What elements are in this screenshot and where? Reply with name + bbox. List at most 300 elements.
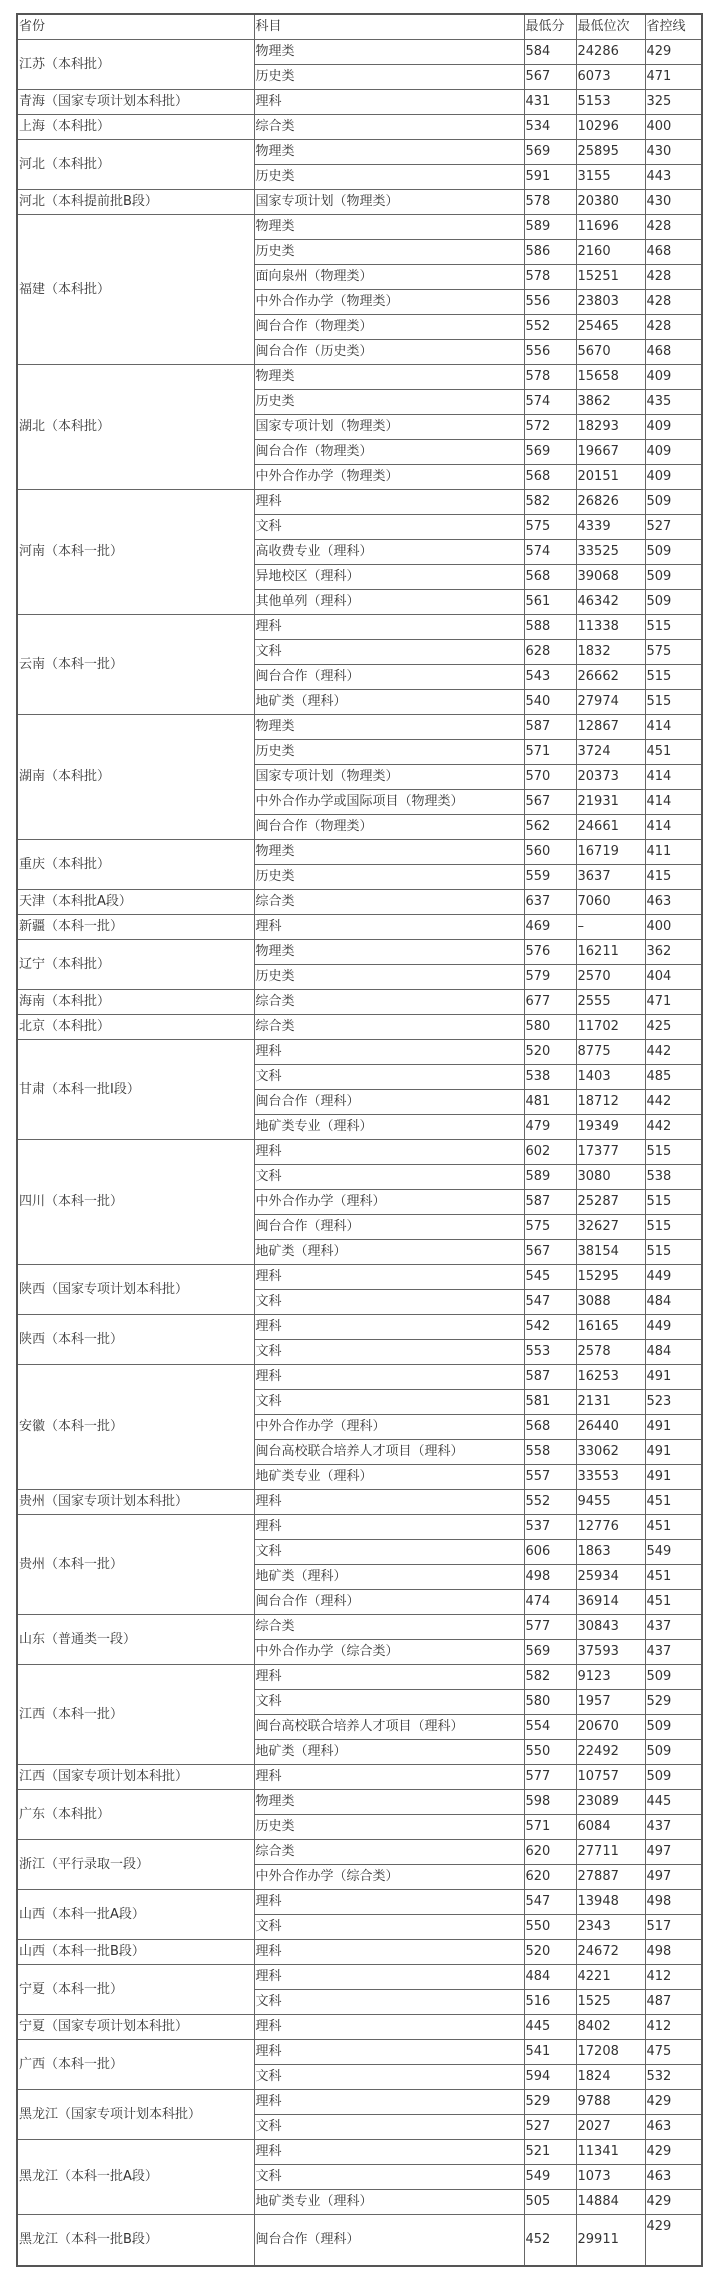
control-line-cell: 400 — [645, 915, 702, 940]
min-score-cell: 574 — [524, 540, 576, 565]
subject-cell: 综合类 — [254, 1615, 524, 1640]
min-score-cell: 582 — [524, 490, 576, 515]
subject-cell: 闽台高校联合培养人才项目（理科） — [254, 1715, 524, 1740]
province-cell: 黑龙江（国家专项计划本科批） — [17, 2090, 254, 2140]
min-rank-cell: 4221 — [576, 1965, 645, 1990]
subject-cell: 物理类 — [254, 40, 524, 65]
control-line-cell: 409 — [645, 365, 702, 390]
control-line-cell: 509 — [645, 1765, 702, 1790]
min-score-cell: 578 — [524, 190, 576, 215]
table-row — [17, 1365, 702, 1390]
control-line-cell: 515 — [645, 1190, 702, 1215]
min-rank-cell: 16253 — [576, 1365, 645, 1390]
subject-cell: 文科 — [254, 1165, 524, 1190]
control-line-cell: 442 — [645, 1090, 702, 1115]
control-line-cell: 487 — [645, 1990, 702, 2015]
subject-cell: 理科 — [254, 490, 524, 515]
control-line-cell: 429 — [645, 2090, 702, 2115]
subject-cell: 文科 — [254, 1990, 524, 2015]
min-score-cell: 578 — [524, 265, 576, 290]
min-rank-cell: 10296 — [576, 115, 645, 140]
min-rank-cell: 4339 — [576, 515, 645, 540]
control-line-cell: 509 — [645, 565, 702, 590]
table-row — [17, 140, 702, 165]
province-cell: 广西（本科一批） — [17, 2040, 254, 2090]
min-rank-cell: 5670 — [576, 340, 645, 365]
min-rank-cell: 25895 — [576, 140, 645, 165]
table-row — [17, 2040, 702, 2065]
control-line-cell: 515 — [645, 665, 702, 690]
table-row — [17, 1890, 702, 1915]
control-line-cell: 437 — [645, 1615, 702, 1640]
table-row — [17, 990, 702, 1015]
min-score-cell: 537 — [524, 1515, 576, 1540]
min-rank-cell: 25934 — [576, 1565, 645, 1590]
min-score-cell: 557 — [524, 1465, 576, 1490]
control-line-cell: 538 — [645, 1165, 702, 1190]
min-score-cell: 541 — [524, 2040, 576, 2065]
table-row — [17, 915, 702, 940]
table-header-row — [17, 14, 702, 40]
min-rank-cell: 15658 — [576, 365, 645, 390]
subject-cell: 闽台合作（理科） — [254, 665, 524, 690]
min-rank-cell: 11338 — [576, 615, 645, 640]
control-line-cell: 425 — [645, 1015, 702, 1040]
table-row — [17, 1490, 702, 1515]
province-cell: 上海（本科批） — [17, 115, 254, 140]
control-line-cell: 484 — [645, 1290, 702, 1315]
min-rank-cell: 16719 — [576, 840, 645, 865]
min-score-cell: 469 — [524, 915, 576, 940]
subject-cell: 闽台合作（理科） — [254, 1590, 524, 1615]
min-score-cell: 558 — [524, 1440, 576, 1465]
control-line-cell: 509 — [645, 590, 702, 615]
control-line-cell: 484 — [645, 1340, 702, 1365]
min-rank-cell: 17377 — [576, 1140, 645, 1165]
min-rank-cell: 23803 — [576, 290, 645, 315]
min-rank-cell: 6073 — [576, 65, 645, 90]
min-rank-cell: 10757 — [576, 1765, 645, 1790]
min-rank-cell: 39068 — [576, 565, 645, 590]
table-row — [17, 490, 702, 515]
min-score-cell: 586 — [524, 240, 576, 265]
min-score-cell: 637 — [524, 890, 576, 915]
min-rank-cell: 19349 — [576, 1115, 645, 1140]
subject-cell: 理科 — [254, 915, 524, 940]
min-score-cell: 589 — [524, 1165, 576, 1190]
min-rank-cell: 33553 — [576, 1465, 645, 1490]
min-score-cell: 553 — [524, 1340, 576, 1365]
min-score-cell: 542 — [524, 1315, 576, 1340]
subject-cell: 国家专项计划（物理类） — [254, 415, 524, 440]
min-rank-cell: 24661 — [576, 815, 645, 840]
subject-cell: 地矿类（理科） — [254, 1565, 524, 1590]
control-line-cell: 517 — [645, 1915, 702, 1940]
min-rank-cell: 16211 — [576, 940, 645, 965]
min-score-cell: 567 — [524, 65, 576, 90]
min-score-cell: 574 — [524, 390, 576, 415]
subject-cell: 文科 — [254, 1540, 524, 1565]
min-rank-cell: 23089 — [576, 1790, 645, 1815]
subject-cell: 理科 — [254, 1040, 524, 1065]
control-line-cell: 515 — [645, 1140, 702, 1165]
subject-cell: 理科 — [254, 2140, 524, 2165]
subject-cell: 文科 — [254, 1390, 524, 1415]
province-cell: 河北（本科批） — [17, 140, 254, 190]
subject-cell: 理科 — [254, 1490, 524, 1515]
min-score-cell: 527 — [524, 2115, 576, 2140]
min-score-cell: 547 — [524, 1890, 576, 1915]
subject-cell: 地矿类专业（理科） — [254, 1465, 524, 1490]
control-line-cell: 509 — [645, 540, 702, 565]
min-rank-cell: 14884 — [576, 2190, 645, 2215]
min-score-cell: 581 — [524, 1390, 576, 1415]
subject-cell: 综合类 — [254, 115, 524, 140]
control-line-cell: 509 — [645, 1715, 702, 1740]
province-cell: 陕西（本科一批） — [17, 1315, 254, 1365]
control-line-cell: 549 — [645, 1540, 702, 1565]
province-cell: 山西（本科一批A段） — [17, 1890, 254, 1940]
subject-cell: 理科 — [254, 2040, 524, 2065]
control-line-cell: 491 — [645, 1440, 702, 1465]
table-row — [17, 1040, 702, 1065]
subject-cell: 闽台高校联合培养人才项目（理科） — [254, 1440, 524, 1465]
min-rank-cell: 12776 — [576, 1515, 645, 1540]
control-line-cell: 414 — [645, 715, 702, 740]
subject-cell: 文科 — [254, 2115, 524, 2140]
province-cell: 四川（本科一批） — [17, 1140, 254, 1265]
min-rank-cell: 17208 — [576, 2040, 645, 2065]
subject-cell: 物理类 — [254, 365, 524, 390]
subject-cell: 中外合作办学（综合类） — [254, 1865, 524, 1890]
table-row — [17, 90, 702, 115]
min-rank-cell: 18712 — [576, 1090, 645, 1115]
min-score-cell: 561 — [524, 590, 576, 615]
control-line-cell: 463 — [645, 2165, 702, 2190]
province-cell: 安徽（本科一批） — [17, 1365, 254, 1490]
min-rank-cell: 26826 — [576, 490, 645, 515]
min-rank-cell: 3724 — [576, 740, 645, 765]
table-row — [17, 115, 702, 140]
subject-cell: 面向泉州（物理类） — [254, 265, 524, 290]
subject-cell: 中外合作办学（物理类） — [254, 465, 524, 490]
subject-cell: 物理类 — [254, 1790, 524, 1815]
min-rank-cell: 19667 — [576, 440, 645, 465]
min-rank-cell: 32627 — [576, 1215, 645, 1240]
min-score-cell: 606 — [524, 1540, 576, 1565]
min-rank-cell: 2343 — [576, 1915, 645, 1940]
control-line-cell: 497 — [645, 1865, 702, 1890]
min-rank-cell: 3088 — [576, 1290, 645, 1315]
min-rank-cell: 11696 — [576, 215, 645, 240]
province-cell: 北京（本科批） — [17, 1015, 254, 1040]
control-line-cell: 475 — [645, 2040, 702, 2065]
subject-cell: 地矿类专业（理科） — [254, 1115, 524, 1140]
province-cell: 云南（本科一批） — [17, 615, 254, 715]
control-line-cell: 429 — [645, 2190, 702, 2215]
min-rank-cell: 25287 — [576, 1190, 645, 1215]
subject-cell: 文科 — [254, 1340, 524, 1365]
control-line-cell: 428 — [645, 315, 702, 340]
min-rank-cell: 33525 — [576, 540, 645, 565]
province-cell: 江苏（本科批） — [17, 40, 254, 90]
subject-cell: 理科 — [254, 1965, 524, 1990]
control-line-cell: 451 — [645, 740, 702, 765]
min-rank-cell: 30843 — [576, 1615, 645, 1640]
subject-cell: 理科 — [254, 90, 524, 115]
control-line-cell: 409 — [645, 440, 702, 465]
control-line-cell: 509 — [645, 490, 702, 515]
min-score-cell: 484 — [524, 1965, 576, 1990]
province-cell: 江西（本科一批） — [17, 1665, 254, 1765]
subject-cell: 闽台合作（物理类） — [254, 315, 524, 340]
control-line-cell: 414 — [645, 815, 702, 840]
min-rank-cell: 24286 — [576, 40, 645, 65]
subject-cell: 物理类 — [254, 940, 524, 965]
control-line-cell: 449 — [645, 1265, 702, 1290]
subject-cell: 闽台合作（理科） — [254, 1090, 524, 1115]
control-line-cell: 428 — [645, 265, 702, 290]
control-line-cell: 451 — [645, 1590, 702, 1615]
min-score-cell: 529 — [524, 2090, 576, 2115]
min-score-cell: 481 — [524, 1090, 576, 1115]
table-row — [17, 1515, 702, 1540]
min-score-cell: 620 — [524, 1865, 576, 1890]
min-rank-cell: 12867 — [576, 715, 645, 740]
min-score-cell: 568 — [524, 565, 576, 590]
subject-cell: 国家专项计划（物理类） — [254, 190, 524, 215]
control-line-cell: 491 — [645, 1365, 702, 1390]
subject-cell: 中外合作办学（物理类） — [254, 290, 524, 315]
control-line-cell: 509 — [645, 1740, 702, 1765]
min-rank-cell: 38154 — [576, 1240, 645, 1265]
min-score-cell: 568 — [524, 1415, 576, 1440]
subject-cell: 物理类 — [254, 715, 524, 740]
subject-cell: 中外合作办学（理科） — [254, 1415, 524, 1440]
province-cell: 福建（本科批） — [17, 215, 254, 365]
min-score-cell: 538 — [524, 1065, 576, 1090]
min-rank-cell: 6084 — [576, 1815, 645, 1840]
min-rank-cell: 46342 — [576, 590, 645, 615]
min-score-cell: 549 — [524, 2165, 576, 2190]
subject-cell: 地矿类专业（理科） — [254, 2190, 524, 2215]
admission-scores-table — [16, 13, 703, 2267]
min-score-cell: 620 — [524, 1840, 576, 1865]
subject-cell: 闽台合作（理科） — [254, 1215, 524, 1240]
table-row — [17, 2215, 702, 2267]
min-score-cell: 567 — [524, 790, 576, 815]
min-rank-cell: 9123 — [576, 1665, 645, 1690]
subject-cell: 物理类 — [254, 215, 524, 240]
min-score-cell: 587 — [524, 715, 576, 740]
subject-cell: 历史类 — [254, 740, 524, 765]
subject-cell: 中外合作办学或国际项目（物理类） — [254, 790, 524, 815]
table-row — [17, 1265, 702, 1290]
min-score-cell: 677 — [524, 990, 576, 1015]
min-score-cell: 575 — [524, 515, 576, 540]
min-score-cell: 602 — [524, 1140, 576, 1165]
subject-cell: 文科 — [254, 1690, 524, 1715]
subject-cell: 地矿类（理科） — [254, 690, 524, 715]
control-line-cell: 575 — [645, 640, 702, 665]
min-rank-cell: – — [576, 915, 645, 940]
control-line-cell: 437 — [645, 1640, 702, 1665]
min-score-cell: 571 — [524, 740, 576, 765]
min-score-cell: 559 — [524, 865, 576, 890]
min-rank-cell: 2160 — [576, 240, 645, 265]
subject-cell: 地矿类（理科） — [254, 1740, 524, 1765]
subject-cell: 理科 — [254, 1140, 524, 1165]
min-rank-cell: 29911 — [576, 2215, 645, 2267]
min-score-cell: 572 — [524, 415, 576, 440]
table-row — [17, 1615, 702, 1640]
control-line-cell: 463 — [645, 2115, 702, 2140]
table-row — [17, 1315, 702, 1340]
header-control-line: 省控线 — [645, 14, 702, 40]
control-line-cell: 471 — [645, 65, 702, 90]
subject-cell: 地矿类（理科） — [254, 1240, 524, 1265]
province-cell: 山东（普通类一段） — [17, 1615, 254, 1665]
min-score-cell: 569 — [524, 440, 576, 465]
province-cell: 陕西（国家专项计划本科批） — [17, 1265, 254, 1315]
control-line-cell: 412 — [645, 2015, 702, 2040]
subject-cell: 历史类 — [254, 165, 524, 190]
subject-cell: 理科 — [254, 1890, 524, 1915]
table-row — [17, 1840, 702, 1865]
min-rank-cell: 36914 — [576, 1590, 645, 1615]
control-line-cell: 468 — [645, 340, 702, 365]
min-score-cell: 578 — [524, 365, 576, 390]
control-line-cell: 362 — [645, 940, 702, 965]
subject-cell: 国家专项计划（物理类） — [254, 765, 524, 790]
control-line-cell: 442 — [645, 1115, 702, 1140]
min-rank-cell: 20151 — [576, 465, 645, 490]
subject-cell: 综合类 — [254, 990, 524, 1015]
province-cell: 广东（本科批） — [17, 1790, 254, 1840]
control-line-cell: 404 — [645, 965, 702, 990]
province-cell: 黑龙江（本科一批B段） — [17, 2215, 254, 2267]
min-score-cell: 556 — [524, 290, 576, 315]
control-line-cell: 409 — [645, 465, 702, 490]
min-rank-cell: 27974 — [576, 690, 645, 715]
control-line-cell: 429 — [645, 2215, 702, 2267]
min-rank-cell: 3080 — [576, 1165, 645, 1190]
min-score-cell: 577 — [524, 1765, 576, 1790]
min-rank-cell: 11341 — [576, 2140, 645, 2165]
min-score-cell: 584 — [524, 40, 576, 65]
min-rank-cell: 3155 — [576, 165, 645, 190]
province-cell: 重庆（本科批） — [17, 840, 254, 890]
province-cell: 宁夏（本科一批） — [17, 1965, 254, 2015]
province-cell: 河北（本科提前批B段） — [17, 190, 254, 215]
subject-cell: 中外合作办学（理科） — [254, 1190, 524, 1215]
control-line-cell: 430 — [645, 190, 702, 215]
table-row — [17, 215, 702, 240]
min-score-cell: 587 — [524, 1365, 576, 1390]
control-line-cell: 491 — [645, 1415, 702, 1440]
min-score-cell: 520 — [524, 1940, 576, 1965]
min-score-cell: 556 — [524, 340, 576, 365]
subject-cell: 理科 — [254, 1515, 524, 1540]
table-row — [17, 1140, 702, 1165]
min-rank-cell: 15251 — [576, 265, 645, 290]
min-score-cell: 505 — [524, 2190, 576, 2215]
subject-cell: 综合类 — [254, 1015, 524, 1040]
control-line-cell: 429 — [645, 40, 702, 65]
table-row — [17, 40, 702, 65]
min-rank-cell: 22492 — [576, 1740, 645, 1765]
min-rank-cell: 27711 — [576, 1840, 645, 1865]
subject-cell: 闽台合作（物理类） — [254, 440, 524, 465]
control-line-cell: 445 — [645, 1790, 702, 1815]
min-score-cell: 571 — [524, 1815, 576, 1840]
table-row — [17, 940, 702, 965]
min-score-cell: 576 — [524, 940, 576, 965]
control-line-cell: 451 — [645, 1490, 702, 1515]
subject-cell: 文科 — [254, 515, 524, 540]
table-row — [17, 1940, 702, 1965]
province-cell: 天津（本科批A段） — [17, 890, 254, 915]
subject-cell: 其他单列（理科） — [254, 590, 524, 615]
control-line-cell: 325 — [645, 90, 702, 115]
min-score-cell: 570 — [524, 765, 576, 790]
subject-cell: 历史类 — [254, 865, 524, 890]
subject-cell: 历史类 — [254, 1815, 524, 1840]
min-score-cell: 589 — [524, 215, 576, 240]
min-score-cell: 582 — [524, 1665, 576, 1690]
province-cell: 河南（本科一批） — [17, 490, 254, 615]
min-rank-cell: 1073 — [576, 2165, 645, 2190]
min-score-cell: 521 — [524, 2140, 576, 2165]
province-cell: 湖南（本科批） — [17, 715, 254, 840]
control-line-cell: 411 — [645, 840, 702, 865]
province-cell: 新疆（本科一批） — [17, 915, 254, 940]
subject-cell: 高收费专业（理科） — [254, 540, 524, 565]
control-line-cell: 437 — [645, 1815, 702, 1840]
control-line-cell: 509 — [645, 1665, 702, 1690]
min-rank-cell: 8775 — [576, 1040, 645, 1065]
control-line-cell: 515 — [645, 690, 702, 715]
control-line-cell: 491 — [645, 1465, 702, 1490]
control-line-cell: 451 — [645, 1515, 702, 1540]
min-rank-cell: 2027 — [576, 2115, 645, 2140]
subject-cell: 文科 — [254, 640, 524, 665]
min-score-cell: 547 — [524, 1290, 576, 1315]
min-score-cell: 534 — [524, 115, 576, 140]
subject-cell: 文科 — [254, 2065, 524, 2090]
min-score-cell: 591 — [524, 165, 576, 190]
min-rank-cell: 2570 — [576, 965, 645, 990]
min-score-cell: 498 — [524, 1565, 576, 1590]
control-line-cell: 412 — [645, 1965, 702, 1990]
min-rank-cell: 5153 — [576, 90, 645, 115]
min-score-cell: 550 — [524, 1915, 576, 1940]
min-rank-cell: 21931 — [576, 790, 645, 815]
subject-cell: 理科 — [254, 1315, 524, 1340]
table-row — [17, 2090, 702, 2115]
control-line-cell: 527 — [645, 515, 702, 540]
control-line-cell: 430 — [645, 140, 702, 165]
min-score-cell: 540 — [524, 690, 576, 715]
control-line-cell: 443 — [645, 165, 702, 190]
province-cell: 海南（本科批） — [17, 990, 254, 1015]
min-score-cell: 479 — [524, 1115, 576, 1140]
subject-cell: 理科 — [254, 1665, 524, 1690]
subject-cell: 理科 — [254, 2015, 524, 2040]
min-score-cell: 543 — [524, 665, 576, 690]
min-rank-cell: 3862 — [576, 390, 645, 415]
min-score-cell: 562 — [524, 815, 576, 840]
